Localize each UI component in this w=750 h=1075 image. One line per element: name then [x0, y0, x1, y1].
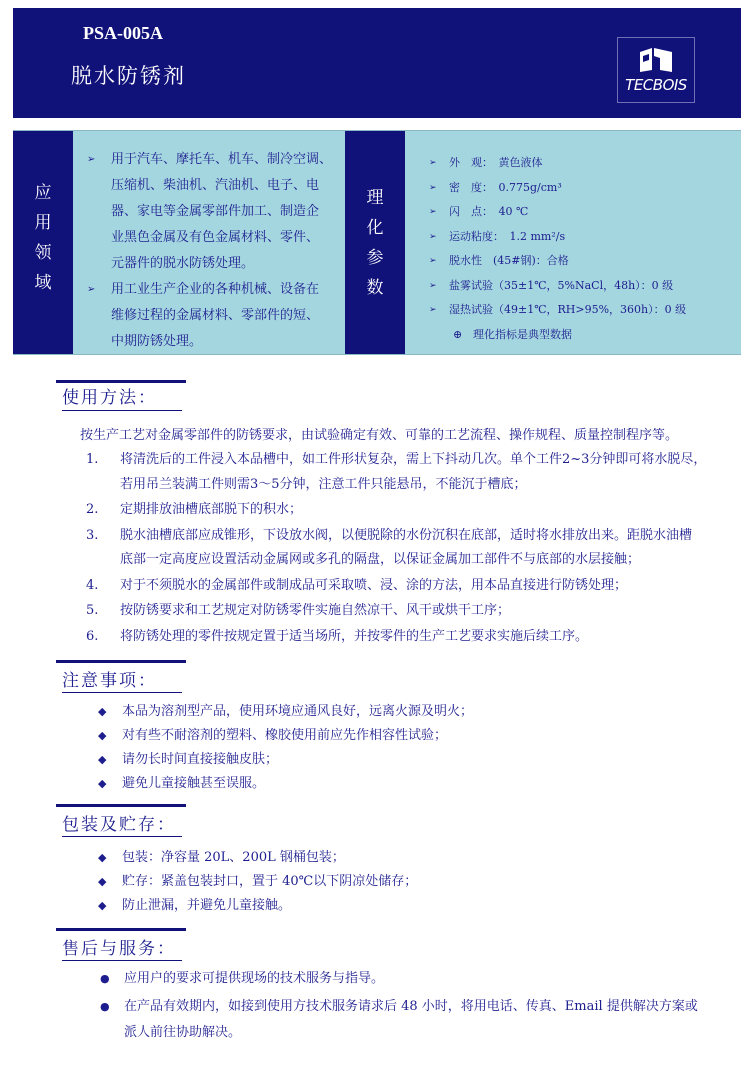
packaging-title: 包装及贮存：	[62, 815, 176, 835]
list-item: ➢ 外 观： 黄色液体	[421, 151, 741, 176]
dot-bullet-icon: ●	[100, 1000, 110, 1013]
service-title: 售后与服务：	[62, 939, 176, 959]
properties-label-box	[345, 131, 405, 354]
arrow-bullet-icon: ➢	[429, 182, 437, 193]
diamond-bullet-icon: ◆	[98, 875, 107, 888]
list-item: ◆ 本品为溶剂型产品，使用环境应通风良好，远离火源及明火；	[98, 700, 473, 724]
service-list	[98, 966, 728, 1048]
properties-label-char: 数	[366, 278, 384, 298]
section-underline	[62, 410, 182, 411]
list-item: ◆ 防止泄漏，并避免儿童接触。	[98, 894, 417, 918]
arrow-bullet-icon: ➢	[429, 158, 437, 168]
application-label-char: 用	[34, 213, 52, 233]
arrow-bullet-icon: ➢	[87, 154, 96, 165]
list-item: 2. 定期排放油槽底部脱下的积水；	[86, 502, 303, 517]
list-item: ➢ 湿热试验（49±1℃，RH>95%，360h）：0 级	[421, 298, 741, 323]
product-model: PSA-005A	[83, 23, 163, 43]
header-banner	[13, 8, 741, 118]
diamond-bullet-icon: ◆	[98, 705, 107, 718]
list-item: ◆ 避免儿童接触甚至误服。	[98, 772, 473, 796]
usage-steps	[80, 448, 720, 650]
section-rule	[56, 804, 186, 807]
product-name: 脱水防锈剂	[71, 64, 186, 88]
properties-note: ⊕ 理化指标是典型数据	[421, 323, 741, 348]
precautions-list	[98, 700, 473, 796]
arrow-bullet-icon: ➢	[429, 231, 437, 242]
application-list	[85, 147, 355, 355]
section-underline	[62, 960, 182, 961]
logo-text: TECBOIS	[625, 76, 687, 94]
arrow-bullet-icon: ➢	[429, 305, 437, 315]
diamond-bullet-icon: ◆	[98, 729, 107, 742]
section-rule	[56, 660, 186, 663]
list-item: 1. 将清洗后的工件浸入本品槽中，如工件形状复杂，需上下抖动几次。单个工件2~3分钟即可将水脱尽， 若用吊兰装满工件则需3～5分钟，注意工件只能悬吊，不能沉于槽底；	[86, 452, 707, 492]
application-label-char: 领	[34, 243, 52, 263]
usage-intro: 按生产工艺对金属零部件的防锈要求，由试验确定有效、可靠的工艺流程、操作规程、质量控制程序等。	[80, 428, 679, 443]
list-item: ◆ 请勿长时间直接接触皮肤；	[98, 748, 473, 772]
list-item: ➢ 运动粘度： 1.2 mm²/s	[421, 225, 741, 250]
list-item: ◆ 包装：净容量 20L、200L 钢桶包装；	[98, 846, 417, 870]
properties-list	[421, 151, 741, 347]
list-item: 6. 将防锈处理的零件按规定置于适当场所，并按零件的生产工艺要求实施后续工序。	[86, 628, 589, 644]
section-underline	[62, 836, 182, 837]
dot-bullet-icon: ●	[100, 972, 110, 985]
list-item: 5. 按防锈要求和工艺规定对防锈零件实施自然凉干、风干或烘干工序；	[86, 603, 511, 618]
list-item: ➢ 脱水性 (45#钢)：合格	[421, 249, 741, 274]
section-underline	[62, 692, 182, 693]
list-item: ● 在产品有效期内，如接到使用方技术服务请求后 48 小时，将用电话、传真、Email 提供解决方案或 派人前往协助解决。	[98, 994, 728, 1046]
list-item: ➢ 密 度： 0.775g/cm³	[421, 176, 741, 201]
arrow-bullet-icon: ➢	[429, 280, 437, 291]
arrow-bullet-icon: ➢	[429, 207, 437, 217]
diamond-bullet-icon: ◆	[98, 851, 107, 864]
circle-cross-icon: ⊕	[453, 327, 463, 341]
company-logo	[617, 37, 695, 103]
diamond-bullet-icon: ◆	[98, 777, 107, 790]
list-item: ◆ 对有些不耐溶剂的塑料、橡胶使用前应先作相容性试验；	[98, 724, 473, 748]
properties-label-char: 理	[366, 188, 384, 208]
arrow-bullet-icon: ➢	[429, 256, 437, 266]
application-label-char: 应	[34, 183, 52, 203]
arrow-bullet-icon: ➢	[87, 284, 96, 295]
usage-title: 使用方法：	[62, 388, 157, 408]
precautions-title: 注意事项：	[62, 671, 157, 691]
diamond-bullet-icon: ◆	[98, 899, 107, 912]
list-item: ● 应用户的要求可提供现场的技术服务与指导。	[98, 966, 728, 992]
packaging-list	[98, 846, 417, 918]
application-label-char: 域	[34, 273, 52, 293]
list-item: ➢ 闪 点： 40 ℃	[421, 200, 741, 225]
properties-label-char: 参	[366, 248, 384, 268]
logo-mark-icon	[638, 46, 674, 74]
properties-label-char: 化	[366, 218, 384, 238]
diamond-bullet-icon: ◆	[98, 753, 107, 766]
list-item: 3. 脱水油槽底部应成锥形，下设放水阀，以便脱除的水份沉积在底部，适时将水排放出来。距脱水油槽 底部一定高度应设置活动金属网或多孔的隔盘，以保证金属加工部件不与底部的水层接触；	[86, 527, 693, 567]
list-item: ➢ 用于汽车、摩托车、机车、制冷空调、 压缩机、柴油机、汽油机、电子、电 器、家电等金属零部件加工、制造企 业黑色金属及有色金属材料、零件、 元器件的脱水防锈处理。	[85, 147, 355, 277]
list-item: 4. 对于不须脱水的金属部件或制成品可采取喷、浸、涂的方法，用本品直接进行防锈处理；	[86, 577, 628, 593]
application-label-box	[13, 131, 73, 354]
section-rule	[56, 928, 186, 931]
list-item: ➢ 盐雾试验（35±1℃，5%NaCl，48h）：0 级	[421, 274, 741, 299]
spec-panel	[13, 130, 741, 355]
list-item: ➢ 用工业生产企业的各种机械、设备在 维修过程的金属材料、零部件的短、 中期防锈处理。	[85, 277, 355, 355]
list-item: ◆ 贮存：紧盖包装封口，置于 40℃以下阴凉处储存；	[98, 870, 417, 894]
